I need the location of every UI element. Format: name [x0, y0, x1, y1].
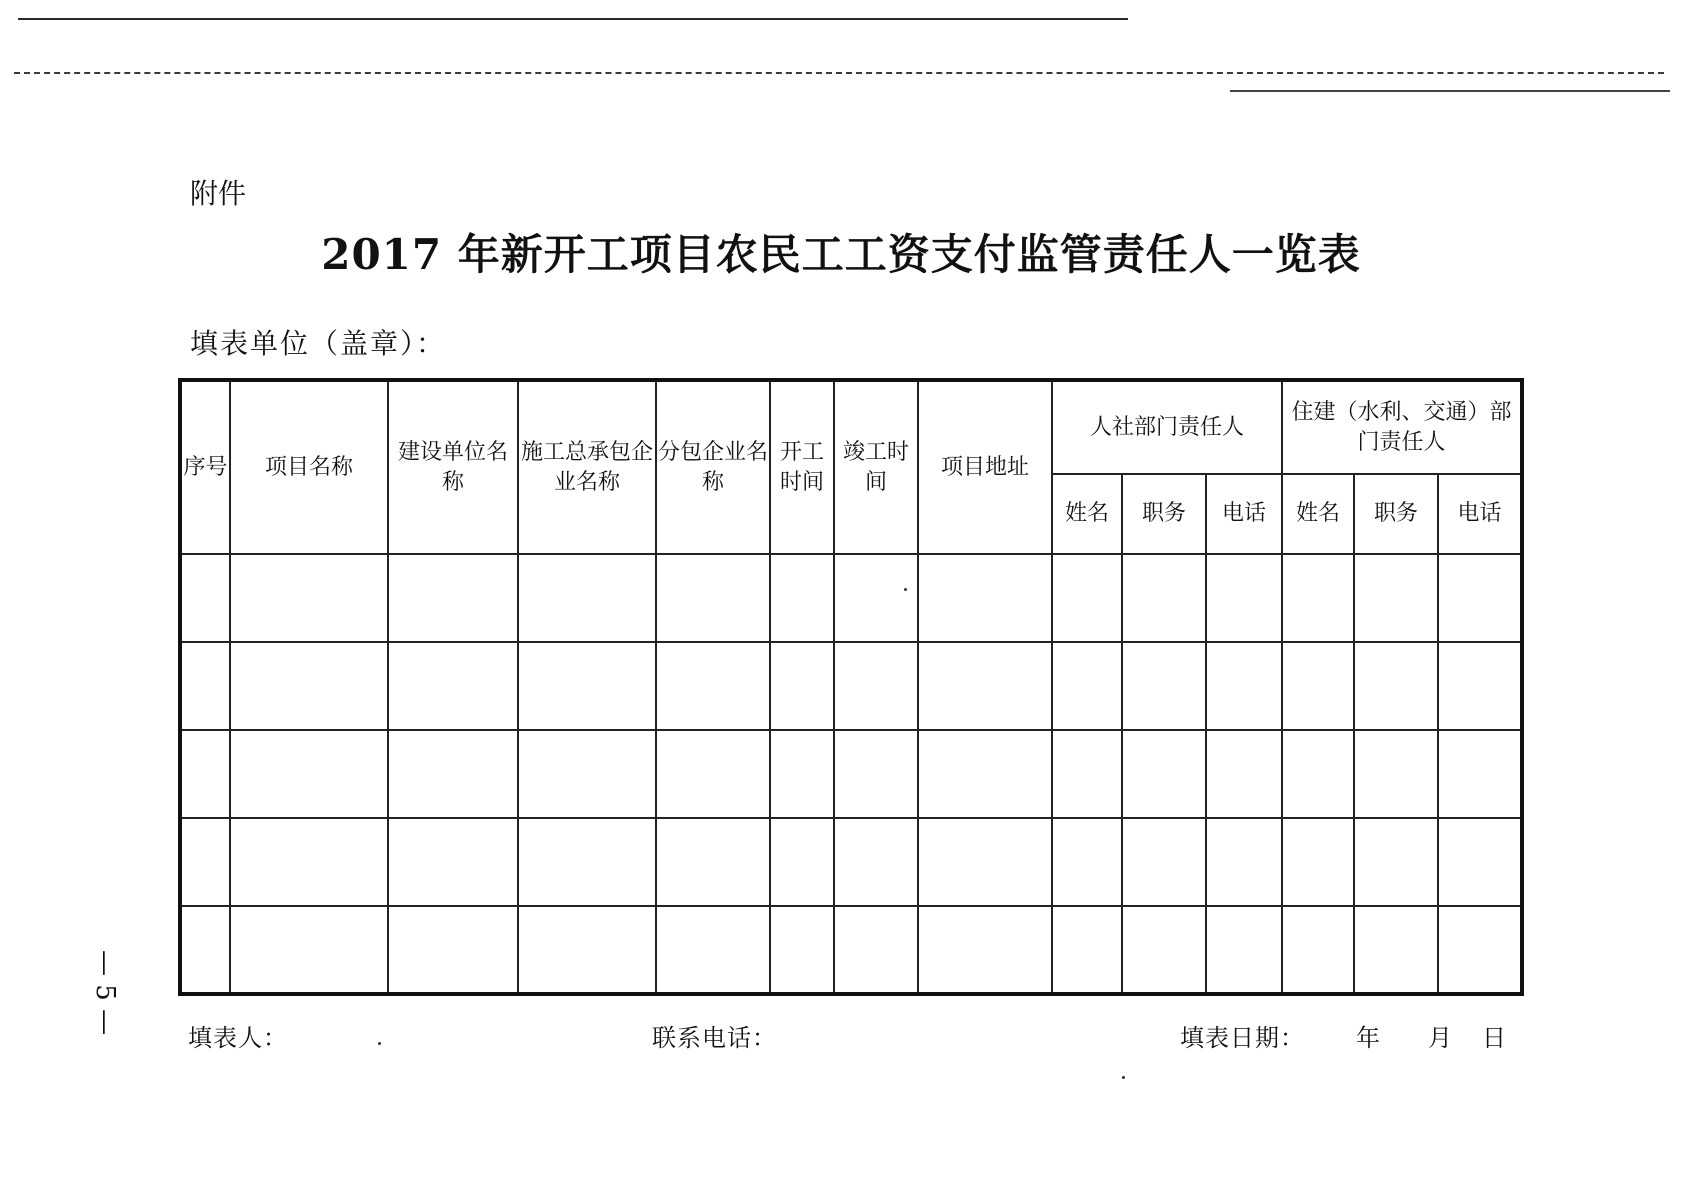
table-cell	[1052, 818, 1122, 906]
col-header-subcontractor: 分包企业名称	[656, 380, 770, 554]
col-header-builder-name: 建设单位名称	[388, 380, 518, 554]
table-cell	[770, 554, 834, 642]
date-day-label: 日	[1482, 1024, 1507, 1052]
col-header-housing-name: 姓名	[1282, 474, 1354, 554]
form-filler-label: 填表人：	[188, 1024, 288, 1052]
table-row	[180, 730, 1522, 818]
attachment-label: 附件	[190, 177, 247, 210]
page-number: — 5 —	[90, 950, 120, 1036]
table-cell	[230, 730, 388, 818]
table-row	[180, 554, 1522, 642]
table-cell	[770, 730, 834, 818]
table-cell	[656, 818, 770, 906]
table-cell	[1122, 906, 1206, 994]
responsibility-table	[178, 378, 1524, 996]
table-row	[180, 642, 1522, 730]
col-header-housing-phone: 电话	[1438, 474, 1522, 554]
table-cell	[834, 554, 918, 642]
table-cell	[180, 730, 230, 818]
scan-speck	[904, 588, 907, 591]
table-cell	[1206, 818, 1282, 906]
table-cell	[770, 818, 834, 906]
table-row	[180, 906, 1522, 994]
table-cell	[518, 642, 656, 730]
table-cell	[1354, 554, 1438, 642]
table-cell	[388, 818, 518, 906]
document-title: 2017 年新开工项目农民工工资支付监管责任人一览表	[321, 230, 1361, 279]
table-cell	[1122, 818, 1206, 906]
table-body	[180, 554, 1522, 994]
scan-speck	[378, 1042, 381, 1045]
table-header-row-1	[180, 380, 1522, 474]
table-cell	[388, 730, 518, 818]
table-cell	[1438, 818, 1522, 906]
table-cell	[518, 554, 656, 642]
table-row	[180, 818, 1522, 906]
table-cell	[1052, 730, 1122, 818]
col-group-housing-dept: 住建（水利、交通）部门责任人	[1282, 380, 1522, 474]
col-header-project-address: 项目地址	[918, 380, 1052, 554]
table-cell	[518, 730, 656, 818]
col-header-completion-time: 竣工时间	[834, 380, 918, 554]
table-cell	[1206, 554, 1282, 642]
table-cell	[834, 730, 918, 818]
col-header-project-name: 项目名称	[230, 380, 388, 554]
border-line-right	[1230, 90, 1670, 92]
table-cell	[834, 818, 918, 906]
filling-unit-label: 填表单位（盖章）：	[190, 327, 447, 360]
table-cell	[1206, 906, 1282, 994]
table-cell	[1438, 906, 1522, 994]
table-cell	[1438, 642, 1522, 730]
table-cell	[1122, 642, 1206, 730]
dashed-border-line	[14, 72, 1664, 74]
scan-speck	[1122, 1076, 1125, 1079]
table-cell	[656, 554, 770, 642]
col-header-hr-name: 姓名	[1052, 474, 1122, 554]
table-cell	[1354, 730, 1438, 818]
contact-phone-label: 联系电话：	[652, 1024, 777, 1052]
table-cell	[834, 642, 918, 730]
date-year-label: 年	[1356, 1024, 1381, 1052]
table-cell	[388, 554, 518, 642]
table-cell	[1354, 642, 1438, 730]
table-cell	[770, 642, 834, 730]
table-cell	[1354, 906, 1438, 994]
table-cell	[656, 642, 770, 730]
table-cell	[834, 906, 918, 994]
table-cell	[918, 554, 1052, 642]
table-cell	[518, 818, 656, 906]
table-cell	[1282, 554, 1354, 642]
table-cell	[1438, 554, 1522, 642]
table-cell	[656, 906, 770, 994]
table-cell	[388, 906, 518, 994]
table-cell	[1438, 730, 1522, 818]
table-cell	[230, 642, 388, 730]
table-cell	[1282, 730, 1354, 818]
col-header-seq: 序号	[180, 380, 230, 554]
table-cell	[918, 818, 1052, 906]
top-border-line	[18, 18, 1128, 20]
col-header-hr-phone: 电话	[1206, 474, 1282, 554]
table-cell	[770, 906, 834, 994]
table-cell	[230, 906, 388, 994]
col-header-start-time: 开工时间	[770, 380, 834, 554]
table-cell	[518, 906, 656, 994]
table-cell	[1052, 906, 1122, 994]
table-cell	[1206, 642, 1282, 730]
table-cell	[180, 818, 230, 906]
table-cell	[1122, 730, 1206, 818]
date-month-label: 月	[1428, 1024, 1453, 1052]
table-cell	[918, 730, 1052, 818]
table-cell	[1354, 818, 1438, 906]
table-cell	[918, 642, 1052, 730]
table-cell	[230, 554, 388, 642]
col-group-hr-dept: 人社部门责任人	[1052, 380, 1282, 474]
table-cell	[388, 642, 518, 730]
col-header-hr-position: 职务	[1122, 474, 1206, 554]
table-cell	[1282, 906, 1354, 994]
col-header-housing-position: 职务	[1354, 474, 1438, 554]
table-cell	[1282, 642, 1354, 730]
table-cell	[1052, 554, 1122, 642]
table-cell	[1206, 730, 1282, 818]
table-cell	[656, 730, 770, 818]
table-cell	[180, 906, 230, 994]
table-cell	[230, 818, 388, 906]
table-cell	[918, 906, 1052, 994]
col-header-general-contractor: 施工总承包企业名称	[518, 380, 656, 554]
table-cell	[1282, 818, 1354, 906]
table-cell	[180, 642, 230, 730]
table-cell	[1122, 554, 1206, 642]
fill-date-label: 填表日期：	[1180, 1024, 1305, 1052]
table-cell	[180, 554, 230, 642]
table-cell	[1052, 642, 1122, 730]
